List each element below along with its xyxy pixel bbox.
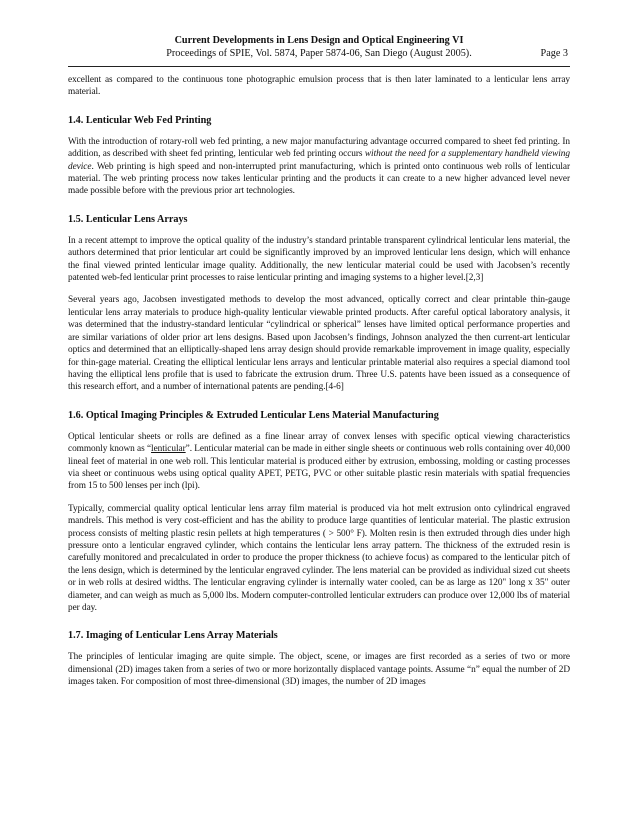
section-1-6-paragraph-1 (68, 431, 570, 493)
section-1-5-heading: 1.5. Lenticular Lens Arrays (68, 213, 188, 225)
header-rule (68, 66, 570, 67)
section-1-7-heading: 1.7. Imaging of Lenticular Lens Array Materials (68, 630, 278, 642)
proceedings-citation: Proceedings of SPIE, Vol. 5874, Paper 5874-06, San Diego (August 2005). (166, 48, 472, 59)
section-1-7-paragraph-1: The principles of lenticular imaging are quite simple. The object, scene, or images are first recorded as a series of two or more dimensional (2D) images taken from a series of two or more horizontally displaced vantage points. Assume “n” equal the number of 2D images taken. For composition of most three-dimensional (3D) images, the number of 2D images (68, 652, 570, 688)
s14-text-b: . Web printing is high speed and non-interrupted print manufacturing, which is printed onto continuous web rolls of lenticular material. The web printing process now takes lenticular printing and the products it can create to a new higher advanced level never made possible before with the previous prior art technologies. (68, 161, 570, 197)
running-header (68, 34, 570, 60)
section-1-4-heading: 1.4. Lenticular Web Fed Printing (68, 114, 212, 126)
s14-text-a: With the introduction of rotary-roll web fed printing, a new major manufacturing advantage occurred compared to sheet fed printing. In addition, as described with sheet fed printing, lenticular web fed printing occurs (68, 136, 570, 160)
conference-title: Current Developments in Lens Design and Optical Engineering VI (174, 35, 464, 46)
section-1-6-heading: 1.6. Optical Imaging Principles & Extruded Lenticular Lens Material Manufacturing (68, 409, 439, 421)
section-1-5-paragraph-2: Several years ago, Jacobsen investigated methods to develop the most advanced, optically correct and clear printable thin-gauge lenticular lens array materials to produce high-quality lenticular viewable printed products. After careful optical laboratory analysis, it was determined that the industry-standard lenticular “cylindrical or spherical” lenses have limited optical performance properties and are similar variations of older prior art lens designs. Based upon Jacobsen’s findings, Johnson analyzed the then current-art lenticular optics and determined that an elliptically-shaped lens array design should provide remarkable improvement in image quality, especially for thin-gage material. Creating the elliptical lenticular lens arrays and lenticular printable material also requires a special diamond tool having the elliptical lens profile that is used to fabricate the extrusion drum. Three U.S. patents have been issued as a consequence of this research effort, and a number of international patents are pending.[4-6] (68, 295, 570, 393)
intro-paragraph: excellent as compared to the continuous tone photographic emulsion process that is then later laminated to a lenticular lens array material. (68, 75, 570, 98)
s16-text-b: ”. Lenticular material can be made in either single sheets or continuous web rolls containing over 40,000 lineal feet of material in one web roll. This lenticular material is produced either by extrusion, embossing, molding or casting processes via sheet or continuous webs using optical quality APET, PETG, PVC or other suitable plastic resin materials with spatial frequencies from 15 to 500 lenses per inch (lpi). (68, 444, 570, 492)
s14-italic-phrase: without the need for a supplementary handheld viewing device (68, 149, 570, 172)
section-1-4-paragraph (68, 136, 570, 198)
proceedings-line (68, 47, 570, 60)
section-1-5-paragraph-1: In a recent attempt to improve the optical quality of the industry’s standard printable transparent cylindrical lenticular lens material, the authors determined that prior lenticular art could be significantly improved by an improved lenticular lens design, which will enhance the final viewed printed lenticular image quality. Additionally, the new lenticular material could be used with Jacobsen’s recently patented web-fed lenticular print processes to raise lenticular printing and imaging systems to a higher level.[2,3] (68, 235, 570, 284)
section-1-6-paragraph-2: Typically, commercial quality optical lenticular lens array film material is produced via hot melt extrusion onto cylindrical engraved mandrels. This method is very cost-efficient and has the ability to produce large quantities of lenticular material. The plastic extrusion process consists of melting plastic resin pellets at high temperatures ( > 500° F). Molten resin is then extruded through dies under high pressure onto a lenticular engraved cylinder, which contains the lenticular lens array pattern. The thickness of the extruded resin is carefully monitored and precalculated in order to produce the proper thickness (to achieve focus) as compared to the lenticular pitch of the lens design, which is determined by the lenticular engraved cylinder. The lens material can be provided as individual sized cut sheets or in web rolls at desired widths. The lenticular engraving cylinder is internally water cooled, can be as large as 120" long x 35" outer diameter, and can weigh as much as 5,000 lbs. Modern computer-controlled lenticular extruders can produce over 12,000 lbs of material per day. (68, 503, 570, 613)
s16-underlined-term: lenticular (151, 444, 186, 455)
s16-text-a: Optical lenticular sheets or rolls are defined as a fine linear array of convex lenses with specific optical viewing characteristics commonly known as “ (68, 431, 570, 455)
page-number: Page 3 (540, 48, 568, 59)
